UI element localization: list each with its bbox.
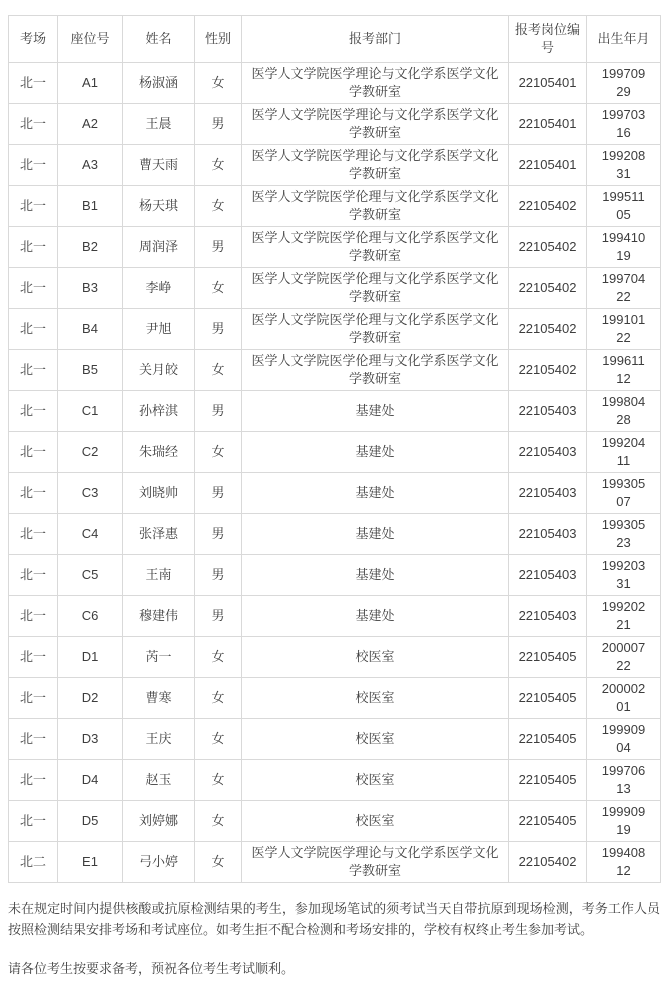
job-code-cell: 22105402 xyxy=(509,309,587,350)
birth-date-cell xyxy=(587,678,661,719)
table-row xyxy=(9,309,661,350)
department-cell: 医学人文学院医学理论与文化学系医学文化学教研室 xyxy=(242,63,509,104)
seat-number-cell: B2 xyxy=(58,227,123,268)
birth-date-value: 19920831 xyxy=(601,148,646,181)
table-header xyxy=(9,16,661,63)
exam-room-cell: 北一 xyxy=(9,63,58,104)
job-code-cell: 22105401 xyxy=(509,104,587,145)
job-code-cell: 22105401 xyxy=(509,145,587,186)
department-cell: 医学人文学院医学伦理与文化学系医学文化学教研室 xyxy=(242,186,509,227)
job-code-cell: 22105403 xyxy=(509,555,587,596)
birth-date-cell xyxy=(587,555,661,596)
birth-date-value: 19990919 xyxy=(601,804,646,837)
name-cell: 孙梓淇 xyxy=(123,391,195,432)
seat-number-cell: B5 xyxy=(58,350,123,391)
birth-date-cell xyxy=(587,432,661,473)
birth-date-cell xyxy=(587,760,661,801)
seat-number-cell: D1 xyxy=(58,637,123,678)
department-cell: 医学人文学院医学伦理与文化学系医学文化学教研室 xyxy=(242,350,509,391)
department-cell: 校医室 xyxy=(242,801,509,842)
table-row xyxy=(9,186,661,227)
table-row xyxy=(9,350,661,391)
birth-date-cell xyxy=(587,514,661,555)
birth-date-value: 19920411 xyxy=(601,435,646,468)
birth-date-cell xyxy=(587,63,661,104)
table-row xyxy=(9,432,661,473)
seat-number-cell: C4 xyxy=(58,514,123,555)
birth-date-cell xyxy=(587,801,661,842)
department-cell: 校医室 xyxy=(242,760,509,801)
header-row xyxy=(9,16,661,63)
gender-cell: 女 xyxy=(195,268,242,309)
name-cell: 关月皎 xyxy=(123,350,195,391)
header-name: 姓名 xyxy=(123,16,195,63)
exam-room-cell: 北一 xyxy=(9,801,58,842)
job-code-cell: 22105402 xyxy=(509,227,587,268)
gender-cell: 男 xyxy=(195,227,242,268)
birth-date-value: 19970929 xyxy=(601,66,646,99)
seat-number-cell: C2 xyxy=(58,432,123,473)
job-code-cell: 22105403 xyxy=(509,391,587,432)
exam-room-cell: 北一 xyxy=(9,473,58,514)
gender-cell: 女 xyxy=(195,719,242,760)
birth-date-value: 20000722 xyxy=(601,640,646,673)
department-cell: 基建处 xyxy=(242,391,509,432)
job-code-cell: 22105402 xyxy=(509,842,587,883)
birth-date-cell xyxy=(587,473,661,514)
name-cell: 张泽惠 xyxy=(123,514,195,555)
gender-cell: 女 xyxy=(195,145,242,186)
job-code-cell: 22105402 xyxy=(509,350,587,391)
name-cell: 周润泽 xyxy=(123,227,195,268)
exam-room-cell: 北一 xyxy=(9,514,58,555)
exam-room-cell: 北一 xyxy=(9,268,58,309)
table-row xyxy=(9,473,661,514)
exam-room-cell: 北一 xyxy=(9,186,58,227)
job-code-cell: 22105405 xyxy=(509,637,587,678)
table-row xyxy=(9,63,661,104)
birth-date-value: 19941019 xyxy=(601,230,646,263)
name-cell: 赵玉 xyxy=(123,760,195,801)
birth-date-cell xyxy=(587,350,661,391)
gender-cell: 男 xyxy=(195,473,242,514)
header-department: 报考部门 xyxy=(242,16,509,63)
table-row xyxy=(9,637,661,678)
birth-date-value: 19980428 xyxy=(601,394,646,427)
birth-date-cell xyxy=(587,719,661,760)
exam-room-cell: 北一 xyxy=(9,555,58,596)
seat-number-cell: C5 xyxy=(58,555,123,596)
table-body xyxy=(9,63,661,883)
seat-number-cell: D5 xyxy=(58,801,123,842)
job-code-cell: 22105405 xyxy=(509,801,587,842)
birth-date-cell xyxy=(587,637,661,678)
name-cell: 王庆 xyxy=(123,719,195,760)
table-row xyxy=(9,760,661,801)
seat-number-cell: A3 xyxy=(58,145,123,186)
department-cell: 医学人文学院医学伦理与文化学系医学文化学教研室 xyxy=(242,309,509,350)
department-cell: 基建处 xyxy=(242,555,509,596)
birth-date-cell xyxy=(587,227,661,268)
name-cell: 王晨 xyxy=(123,104,195,145)
exam-room-cell: 北一 xyxy=(9,391,58,432)
table-row xyxy=(9,801,661,842)
birth-date-cell xyxy=(587,391,661,432)
birth-date-value: 19951105 xyxy=(602,189,645,222)
job-code-cell: 22105402 xyxy=(509,268,587,309)
exam-room-cell: 北二 xyxy=(9,842,58,883)
seat-number-cell: C6 xyxy=(58,596,123,637)
table-row xyxy=(9,719,661,760)
gender-cell: 女 xyxy=(195,842,242,883)
birth-date-value: 19940812 xyxy=(601,845,646,878)
job-code-cell: 22105403 xyxy=(509,596,587,637)
table-row xyxy=(9,391,661,432)
birth-date-value: 19930507 xyxy=(601,476,646,509)
exam-room-cell: 北一 xyxy=(9,678,58,719)
exam-room-cell: 北一 xyxy=(9,760,58,801)
gender-cell: 男 xyxy=(195,104,242,145)
birth-date-cell xyxy=(587,309,661,350)
notes-section xyxy=(8,898,660,979)
department-cell: 医学人文学院医学理论与文化学系医学文化学教研室 xyxy=(242,842,509,883)
department-cell: 医学人文学院医学理论与文化学系医学文化学教研室 xyxy=(242,104,509,145)
department-cell: 基建处 xyxy=(242,514,509,555)
gender-cell: 女 xyxy=(195,432,242,473)
birth-date-cell xyxy=(587,104,661,145)
birth-date-value: 19920331 xyxy=(601,558,646,591)
department-cell: 医学人文学院医学伦理与文化学系医学文化学教研室 xyxy=(242,227,509,268)
department-cell: 校医室 xyxy=(242,637,509,678)
header-birth-date: 出生年月 xyxy=(587,16,661,63)
department-cell: 基建处 xyxy=(242,596,509,637)
name-cell: 尹旭 xyxy=(123,309,195,350)
header-seat-number: 座位号 xyxy=(58,16,123,63)
name-cell: 刘晓帅 xyxy=(123,473,195,514)
seat-number-cell: D2 xyxy=(58,678,123,719)
birth-date-value: 19920221 xyxy=(601,599,646,632)
gender-cell: 男 xyxy=(195,514,242,555)
name-cell: 杨淑涵 xyxy=(123,63,195,104)
gender-cell: 男 xyxy=(195,596,242,637)
birth-date-cell xyxy=(587,186,661,227)
table-row xyxy=(9,514,661,555)
note-paragraph-covid: 未在规定时间内提供核酸或抗原检测结果的考生，参加现场笔试的须考试当天自带抗原到现场检测，考务工作人员按照检测结果安排考场和考试座位。如考生拒不配合检测和考场安排的，学校有权终止考生参加考试。 xyxy=(8,901,660,937)
birth-date-value: 19970422 xyxy=(601,271,646,304)
table-row xyxy=(9,145,661,186)
department-cell: 医学人文学院医学理论与文化学系医学文化学教研室 xyxy=(242,145,509,186)
seat-number-cell: B1 xyxy=(58,186,123,227)
seat-number-cell: A2 xyxy=(58,104,123,145)
department-cell: 基建处 xyxy=(242,473,509,514)
exam-room-cell: 北一 xyxy=(9,432,58,473)
table-row xyxy=(9,555,661,596)
name-cell: 朱瑞经 xyxy=(123,432,195,473)
birth-date-value: 19970316 xyxy=(601,107,646,140)
seat-number-cell: D4 xyxy=(58,760,123,801)
job-code-cell: 22105402 xyxy=(509,186,587,227)
exam-seating-table xyxy=(8,15,661,883)
gender-cell: 女 xyxy=(195,186,242,227)
name-cell: 杨天琪 xyxy=(123,186,195,227)
exam-room-cell: 北一 xyxy=(9,145,58,186)
birth-date-value: 19990904 xyxy=(601,722,646,755)
gender-cell: 女 xyxy=(195,801,242,842)
table-row xyxy=(9,227,661,268)
gender-cell: 男 xyxy=(195,391,242,432)
department-cell: 医学人文学院医学伦理与文化学系医学文化学教研室 xyxy=(242,268,509,309)
exam-room-cell: 北一 xyxy=(9,596,58,637)
name-cell: 弓小婷 xyxy=(123,842,195,883)
exam-room-cell: 北一 xyxy=(9,309,58,350)
job-code-cell: 22105405 xyxy=(509,760,587,801)
name-cell: 刘婷娜 xyxy=(123,801,195,842)
seat-number-cell: C3 xyxy=(58,473,123,514)
exam-room-cell: 北一 xyxy=(9,350,58,391)
job-code-cell: 22105405 xyxy=(509,678,587,719)
seat-number-cell: B3 xyxy=(58,268,123,309)
table-row xyxy=(9,842,661,883)
table-row xyxy=(9,678,661,719)
birth-date-cell xyxy=(587,145,661,186)
header-exam-room: 考场 xyxy=(9,16,58,63)
seat-number-cell: E1 xyxy=(58,842,123,883)
birth-date-cell xyxy=(587,842,661,883)
birth-date-value: 19970613 xyxy=(601,763,646,796)
exam-room-cell: 北一 xyxy=(9,227,58,268)
gender-cell: 男 xyxy=(195,555,242,596)
birth-date-cell xyxy=(587,268,661,309)
header-gender: 性别 xyxy=(195,16,242,63)
job-code-cell: 22105405 xyxy=(509,719,587,760)
exam-room-cell: 北一 xyxy=(9,637,58,678)
department-cell: 校医室 xyxy=(242,719,509,760)
name-cell: 曹天雨 xyxy=(123,145,195,186)
header-job-code: 报考岗位编号 xyxy=(509,16,587,63)
gender-cell: 女 xyxy=(195,678,242,719)
birth-date-value: 20000201 xyxy=(601,681,646,714)
table-row xyxy=(9,596,661,637)
gender-cell: 女 xyxy=(195,63,242,104)
name-cell: 芮一 xyxy=(123,637,195,678)
seat-number-cell: D3 xyxy=(58,719,123,760)
note-paragraph-wishes: 请各位考生按要求备考，预祝各位考生考试顺利。 xyxy=(8,961,295,976)
exam-room-cell: 北一 xyxy=(9,104,58,145)
name-cell: 穆建伟 xyxy=(123,596,195,637)
gender-cell: 女 xyxy=(195,350,242,391)
name-cell: 王南 xyxy=(123,555,195,596)
gender-cell: 男 xyxy=(195,309,242,350)
birth-date-value: 19961112 xyxy=(602,353,645,386)
job-code-cell: 22105403 xyxy=(509,473,587,514)
table-row xyxy=(9,268,661,309)
birth-date-value: 19930523 xyxy=(601,517,646,550)
seat-number-cell: A1 xyxy=(58,63,123,104)
name-cell: 李峥 xyxy=(123,268,195,309)
birth-date-value: 19910122 xyxy=(601,312,646,345)
job-code-cell: 22105403 xyxy=(509,514,587,555)
gender-cell: 女 xyxy=(195,760,242,801)
job-code-cell: 22105401 xyxy=(509,63,587,104)
department-cell: 校医室 xyxy=(242,678,509,719)
seat-number-cell: B4 xyxy=(58,309,123,350)
exam-room-cell: 北一 xyxy=(9,719,58,760)
table-row xyxy=(9,104,661,145)
gender-cell: 女 xyxy=(195,637,242,678)
department-cell: 基建处 xyxy=(242,432,509,473)
job-code-cell: 22105403 xyxy=(509,432,587,473)
name-cell: 曹寒 xyxy=(123,678,195,719)
seat-number-cell: C1 xyxy=(58,391,123,432)
birth-date-cell xyxy=(587,596,661,637)
